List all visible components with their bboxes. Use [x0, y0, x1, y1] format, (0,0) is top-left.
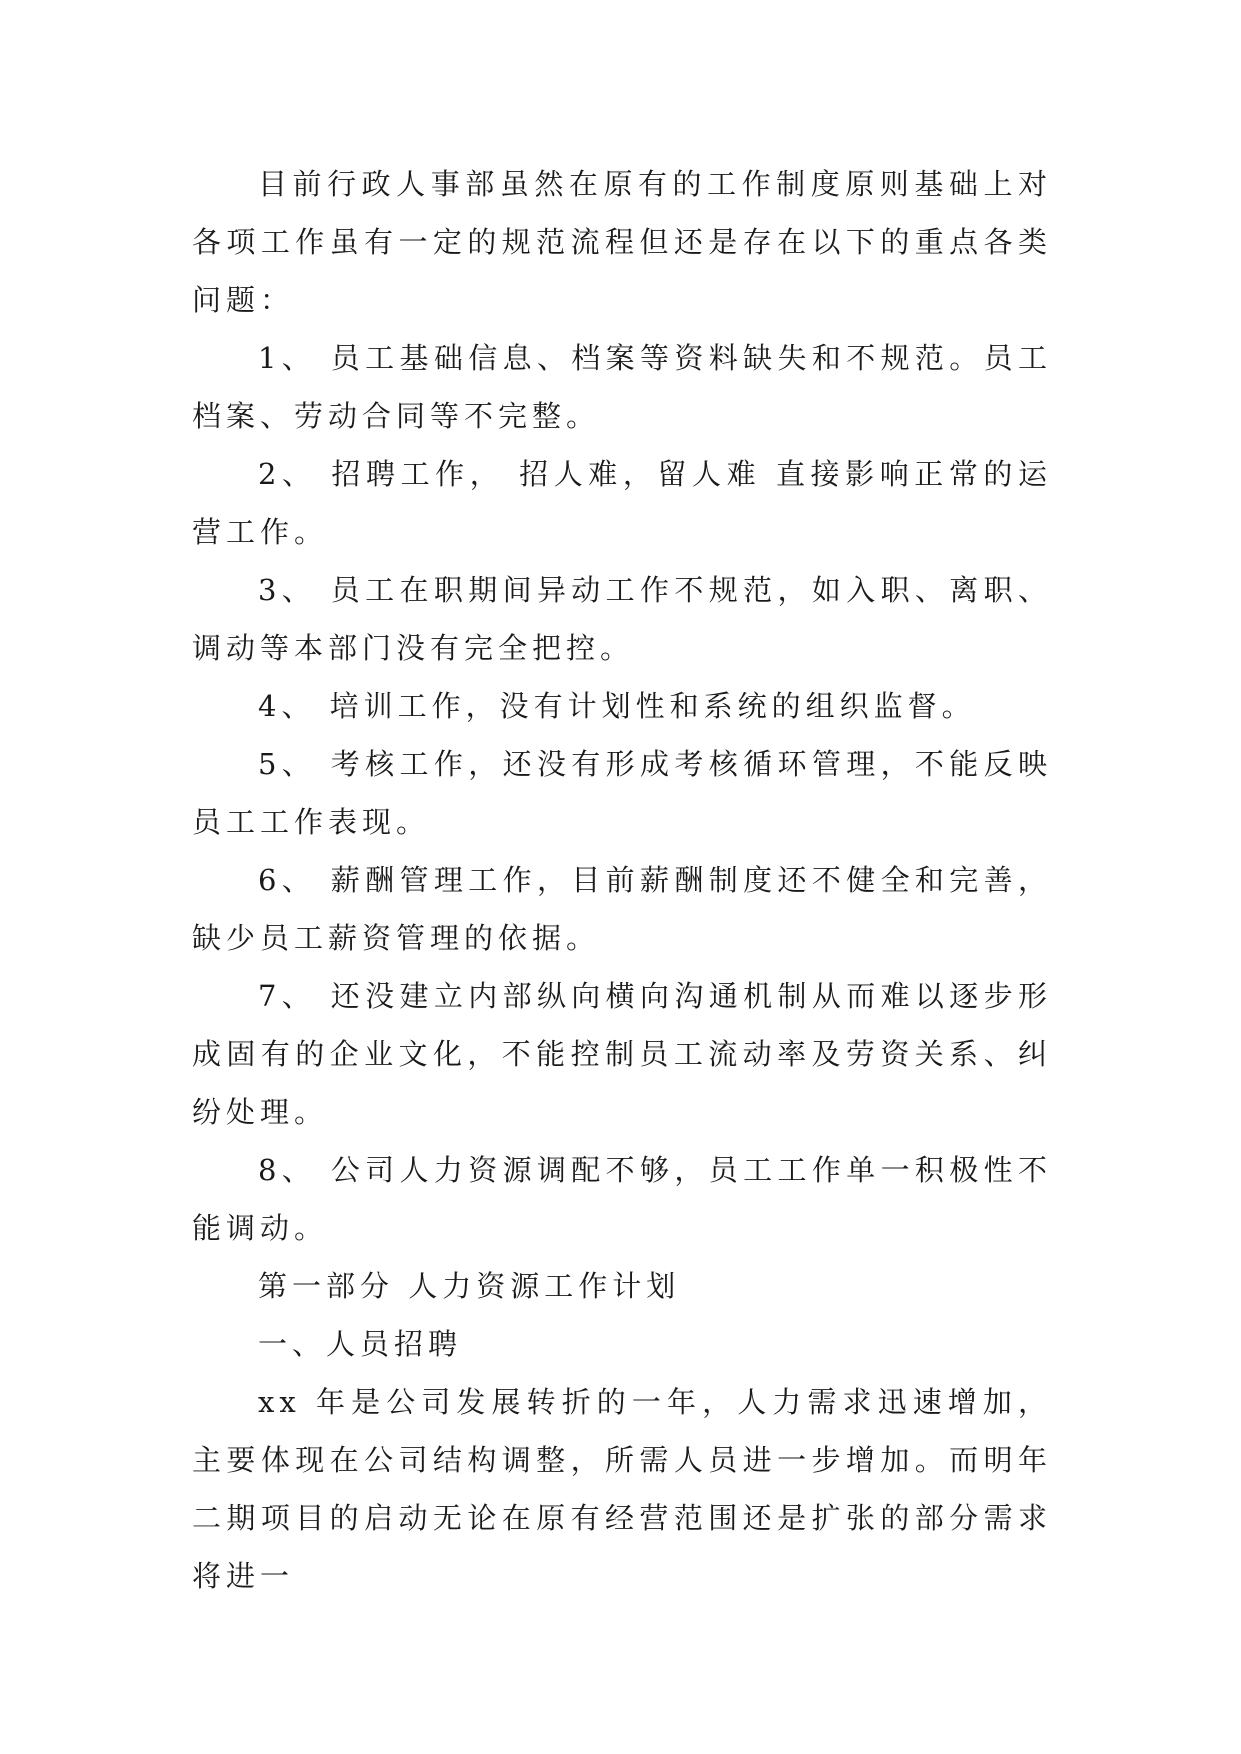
closing-paragraph: xx 年是公司发展转折的一年，人力需求迅速增加，主要体现在公司结构调整，所需人员进一步增加。而明年二期项目的启动无论在原有经营范围还是扩张的部分需求将进一	[192, 1385, 1052, 1593]
issue-number: 3、	[258, 573, 317, 607]
issue-number: 1、	[258, 341, 317, 375]
issue-number: 7、	[258, 979, 317, 1013]
issue-number: 8、	[258, 1153, 317, 1187]
issue-item	[192, 329, 1052, 445]
issue-text: 员工基础信息、档案等资料缺失和不规范。员工档案、劳动合同等不完整。	[192, 341, 1053, 433]
issue-item	[192, 1141, 1052, 1257]
issue-item	[192, 445, 1052, 561]
issue-text: 培训工作，没有计划性和系统的组织监督。	[329, 689, 976, 723]
issue-number: 2、	[258, 457, 317, 491]
issue-item	[192, 851, 1052, 967]
part-heading: 第一部分 人力资源工作计划	[258, 1269, 681, 1303]
section-heading: 一、人员招聘	[258, 1327, 463, 1361]
issue-number: 4、	[258, 689, 316, 723]
issue-number: 6、	[258, 863, 317, 897]
issue-text: 薪酬管理工作，目前薪酬制度还不健全和完善，缺少员工薪资管理的依据。	[192, 863, 1053, 955]
issue-text: 考核工作，还没有形成考核循环管理，不能反映员工工作表现。	[192, 747, 1053, 839]
issue-text: 公司人力资源调配不够，员工工作单一积极性不能调动。	[192, 1153, 1053, 1245]
document-body	[192, 155, 1052, 1605]
issue-item	[192, 561, 1052, 677]
issue-item	[192, 735, 1052, 851]
issue-item	[192, 967, 1052, 1141]
issue-text: 招聘工作， 招人难，留人难 直接影响正常的运营工作。	[192, 457, 1053, 549]
issue-item	[192, 677, 1052, 735]
intro-paragraph: 目前行政人事部虽然在原有的工作制度原则基础上对各项工作虽有一定的规范流程但还是存在以下的重点各类问题：	[192, 167, 1052, 317]
issue-number: 5、	[258, 747, 317, 781]
issue-text: 员工在职期间异动工作不规范，如入职、离职、调动等本部门没有完全把控。	[192, 573, 1053, 665]
issue-text: 还没建立内部纵向横向沟通机制从而难以逐步形成固有的企业文化，不能控制员工流动率及劳资关系、纠纷处理。	[192, 979, 1053, 1129]
